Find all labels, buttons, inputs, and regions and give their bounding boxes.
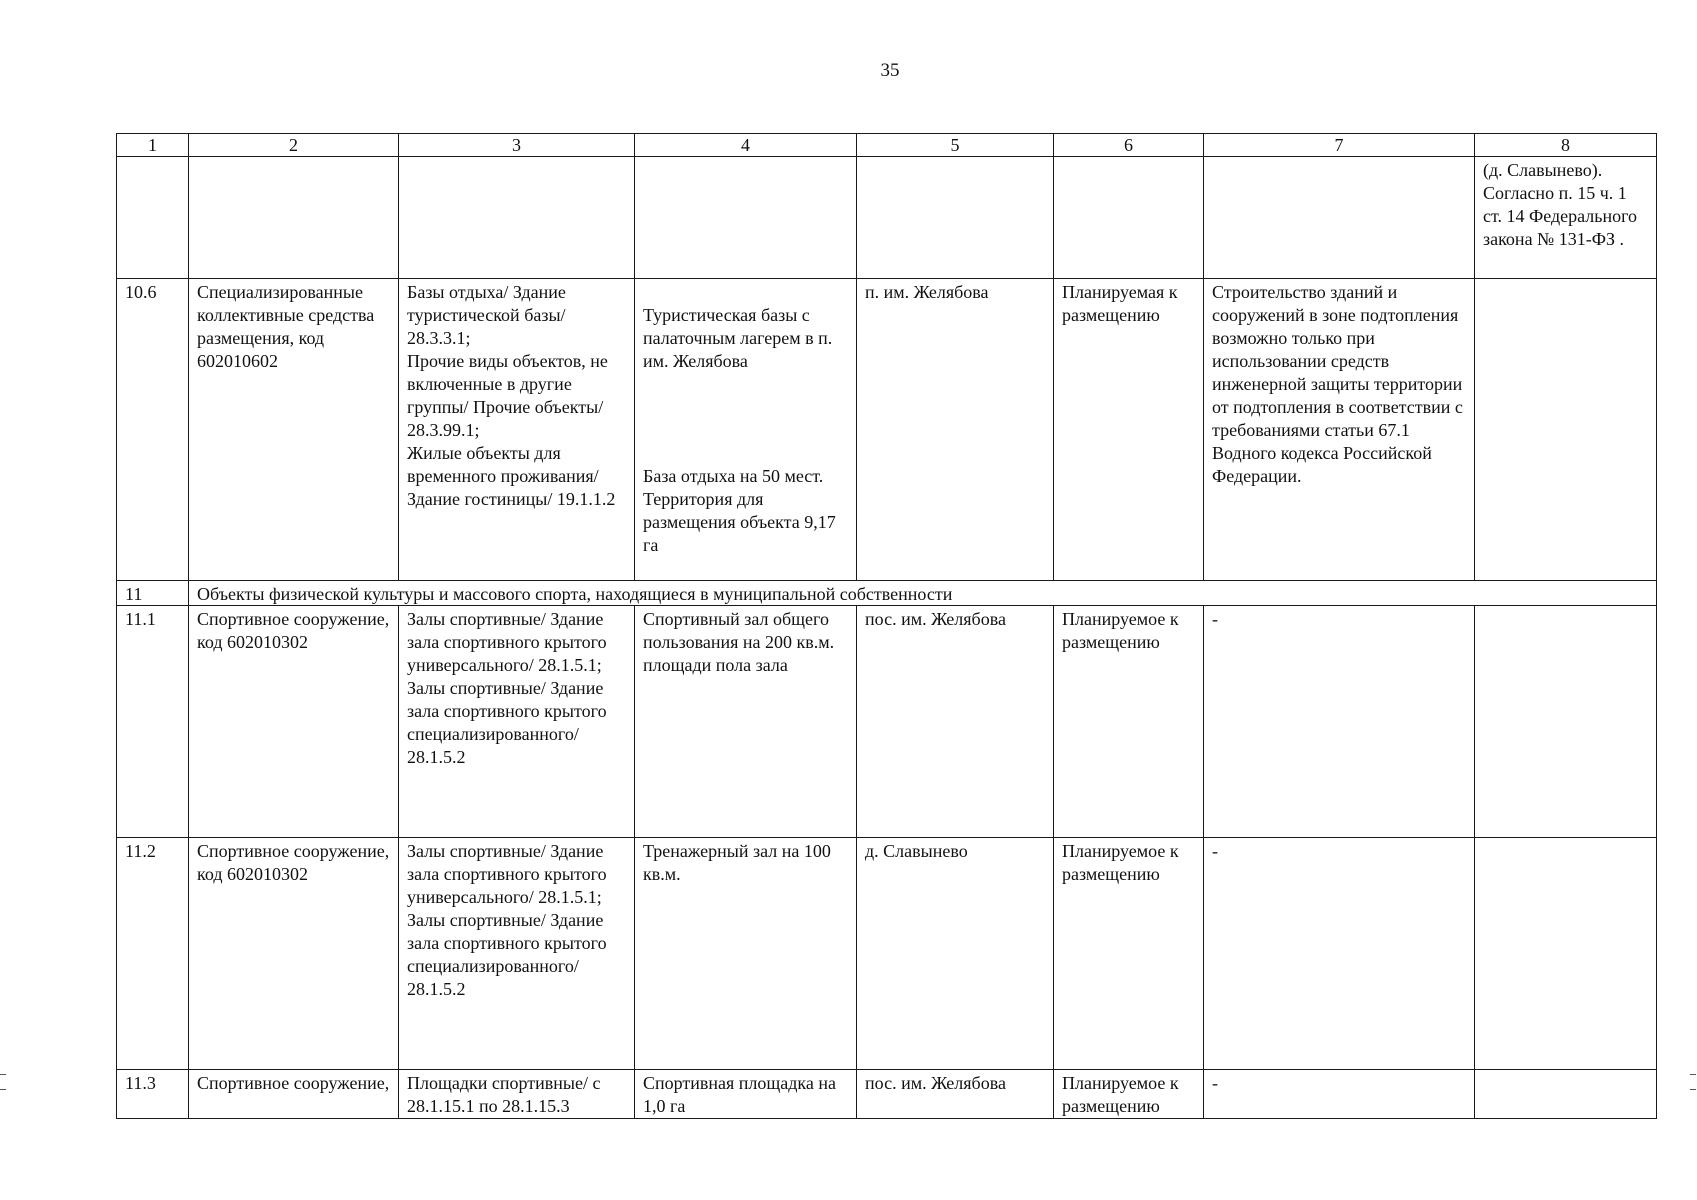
cell-object-type: Спортивное сооружение, код 602010302 — [189, 606, 399, 838]
cell-number: 11.1 — [117, 606, 189, 838]
cell-status: Планируемая к размещению — [1054, 279, 1204, 581]
cell-location: пос. им. Желябова — [857, 1070, 1054, 1119]
cell-purpose: Базы отдыха/ Здание туристической базы/ 28.3.3.1; Прочие виды объектов, не включенные в другие группы/ Прочие объекты/ 28.3.99.1; Жилые объекты для временного проживания/ Здание гостиницы/ 19.1.1.2 — [399, 279, 635, 581]
cell-zones: - — [1204, 838, 1475, 1070]
cell-object-name — [635, 279, 857, 581]
section-title: Объекты физической культуры и массового спорта, находящиеся в муниципальной собственности — [189, 581, 1657, 606]
cell-status: Планируемое к размещению — [1054, 838, 1204, 1070]
cell-location: д. Славынево — [857, 838, 1054, 1070]
cell-location: п. им. Желябова — [857, 279, 1054, 581]
object-name-secondary: База отдыха на 50 мест. Территория для размещения объекта 9,17 га — [643, 466, 836, 555]
cell-purpose: Площадки спортивные/ с 28.1.15.1 по 28.1.15.3 — [399, 1070, 635, 1119]
cell-empty — [635, 157, 857, 279]
header-cell: 6 — [1054, 134, 1204, 157]
cell-note — [1475, 838, 1657, 1070]
cell-status: Планируемое к размещению — [1054, 1070, 1204, 1119]
cell-object-type: Специализированные коллективные средства размещения, код 602010602 — [189, 279, 399, 581]
table-row-continued — [117, 157, 1657, 279]
header-cell: 4 — [635, 134, 857, 157]
cell-empty — [857, 157, 1054, 279]
header-cell: 5 — [857, 134, 1054, 157]
cell-empty — [117, 157, 189, 279]
cell-object-type: Спортивное сооружение, — [189, 1070, 399, 1119]
table-row-11-2 — [117, 838, 1657, 1070]
cell-number: 11.3 — [117, 1070, 189, 1119]
cell-empty — [399, 157, 635, 279]
header-cell: 8 — [1475, 134, 1657, 157]
header-cell: 7 — [1204, 134, 1475, 157]
cell-object-name: Спортивная площадка на 1,0 га — [635, 1070, 857, 1119]
header-cell: 3 — [399, 134, 635, 157]
cell-location: пос. им. Желябова — [857, 606, 1054, 838]
cell-zones: - — [1204, 1070, 1475, 1119]
cell-purpose: Залы спортивные/ Здание зала спортивного крытого универсального/ 28.1.5.1; Залы спортивные/ Здание зала спортивного крытого специализированного/ 28.1.5.2 — [399, 838, 635, 1070]
header-cell: 2 — [189, 134, 399, 157]
object-name-primary: Туристическая базы с палаточным лагерем в п. им. Желябова — [643, 305, 833, 371]
cell-empty — [189, 157, 399, 279]
cell-empty — [1204, 157, 1475, 279]
cell-object-name: Спортивный зал общего пользования на 200 кв.м. площади пола зала — [635, 606, 857, 838]
cell-object-type: Спортивное сооружение, код 602010302 — [189, 838, 399, 1070]
table-row-11-1 — [117, 606, 1657, 838]
cell-note — [1475, 279, 1657, 581]
cell-empty — [1054, 157, 1204, 279]
cell-object-name: Тренажерный зал на 100 кв.м. — [635, 838, 857, 1070]
cell-zones: - — [1204, 606, 1475, 838]
cell-number: 11 — [117, 581, 189, 606]
cell-note — [1475, 606, 1657, 838]
header-cell: 1 — [117, 134, 189, 157]
cell-zones: Строительство зданий и сооружений в зоне подтопления возможно только при использовании средств инженерной защиты территории от подтопления в соответствии с требованиями статьи 67.1 Водного кодекса Российской Федерации. — [1204, 279, 1475, 581]
cell-note — [1475, 1070, 1657, 1119]
table-row-11-3 — [117, 1070, 1657, 1119]
scan-margin-mark-right — [1690, 1074, 1696, 1090]
page-number: 35 — [880, 60, 900, 81]
cell-purpose: Залы спортивные/ Здание зала спортивного крытого универсального/ 28.1.5.1; Залы спортивные/ Здание зала спортивного крытого специализированного/ 28.1.5.2 — [399, 606, 635, 838]
header-row — [117, 134, 1657, 157]
scan-margin-mark-left — [0, 1074, 6, 1090]
cell-number: 11.2 — [117, 838, 189, 1070]
objects-table — [116, 133, 1657, 1119]
section-row-11 — [117, 581, 1657, 606]
cell-note: (д. Славынево). Согласно п. 15 ч. 1 ст. 14 Федерального закона № 131-ФЗ . — [1475, 157, 1657, 279]
cell-status: Планируемое к размещению — [1054, 606, 1204, 838]
cell-number: 10.6 — [117, 279, 189, 581]
table-row-10-6 — [117, 279, 1657, 581]
